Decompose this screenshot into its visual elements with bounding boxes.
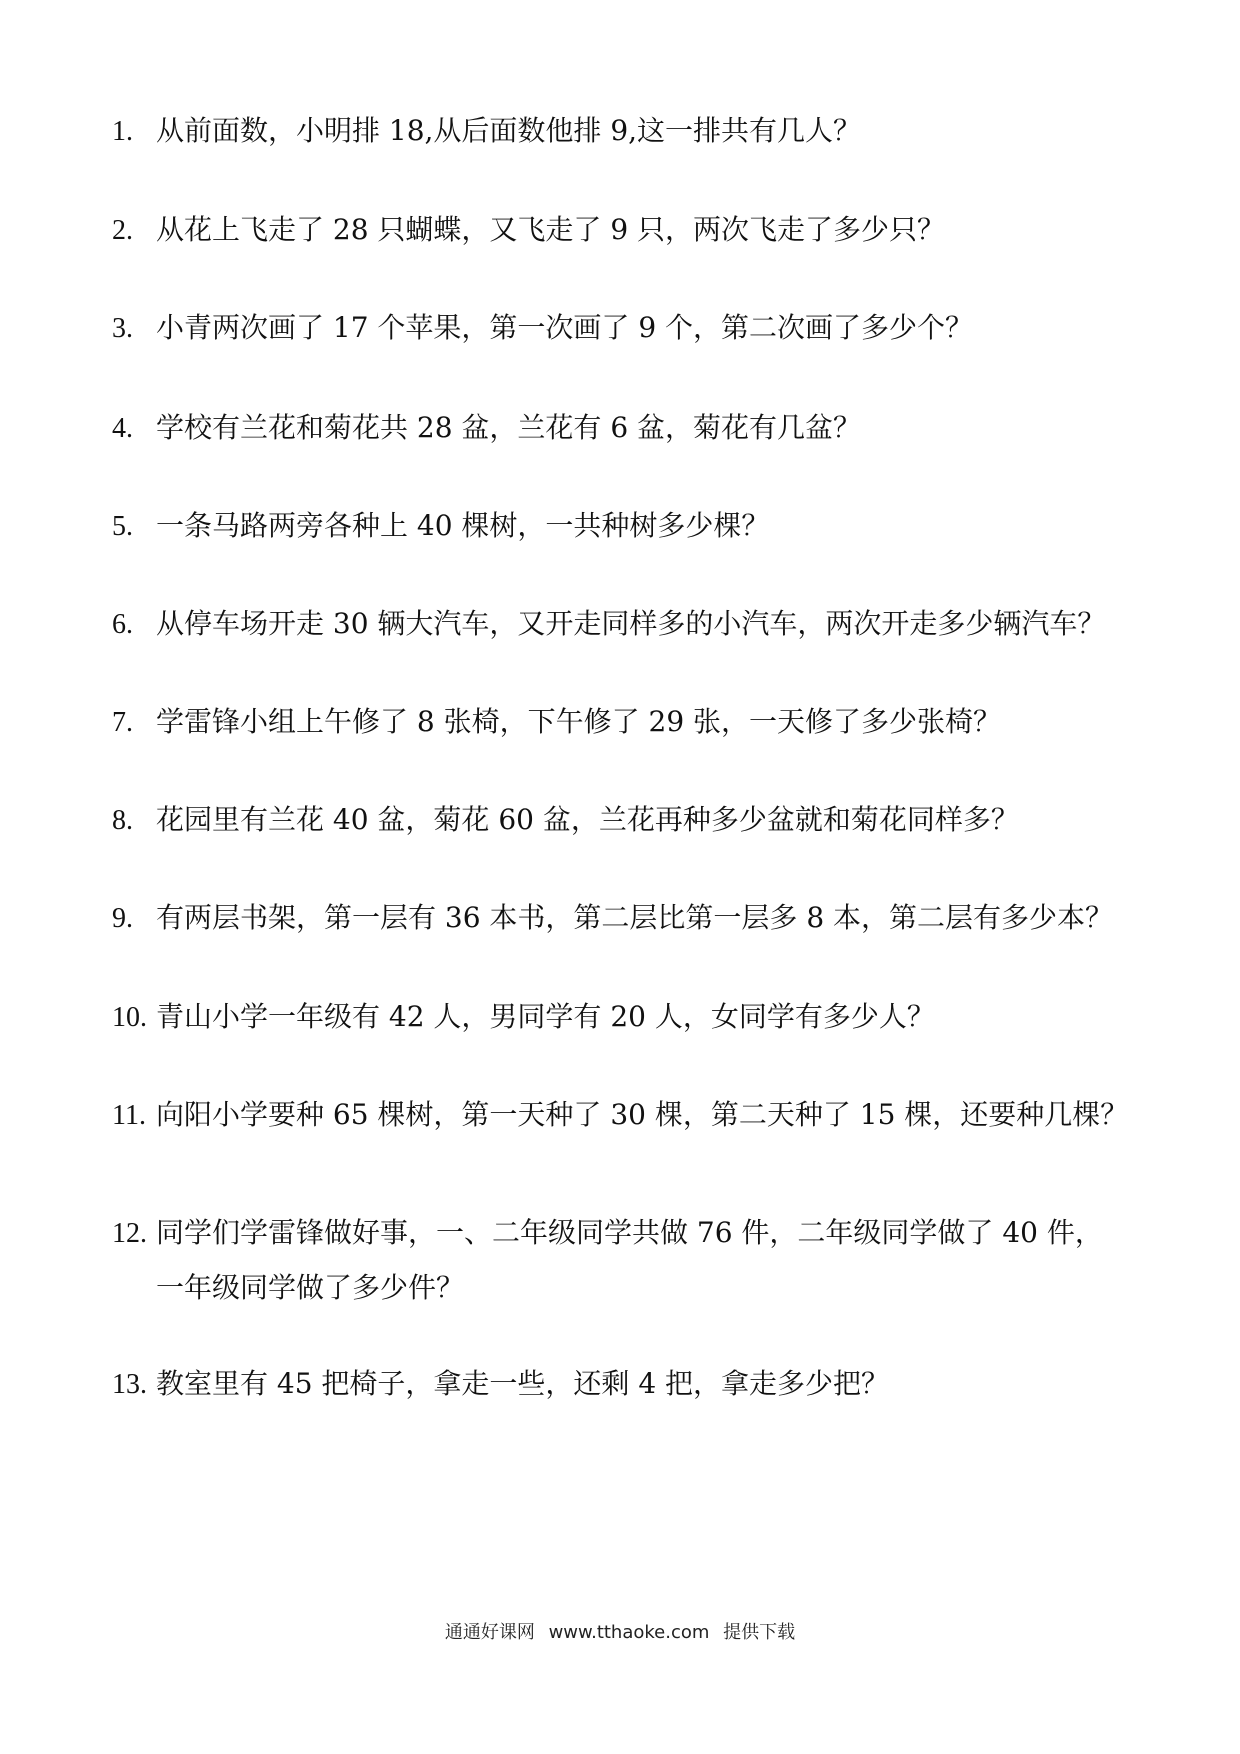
- problem-number: 3.: [112, 313, 133, 344]
- problem-13: [112, 1357, 1152, 1412]
- problem-text: 小青两次画了 17 个苹果，第一次画了 9 个，第二次画了多少个？: [156, 311, 974, 344]
- problem-7: [112, 695, 1152, 750]
- problem-number: 5.: [112, 511, 133, 542]
- problem-text: 学雷锋小组上午修了 8 张椅，下午修了 29 张，一天修了多少张椅？: [156, 705, 1002, 738]
- problem-text: 教室里有 45 把椅子，拿走一些，还剩 4 把，拿走多少把？: [156, 1367, 890, 1400]
- problem-text: 从花上飞走了 28 只蝴蝶，又飞走了 9 只，两次飞走了多少只？: [156, 213, 946, 246]
- problem-text: 花园里有兰花 40 盆，菊花 60 盆，兰花再种多少盆就和菊花同样多？: [156, 803, 1019, 836]
- problem-9: [112, 891, 1152, 946]
- problem-number: 7.: [112, 707, 133, 738]
- problem-6: [112, 597, 1152, 652]
- problem-text: 同学们学雷锋做好事，一、二年级同学共做 76 件，二年级同学做了 40 件，: [156, 1216, 1103, 1249]
- problem-number: 6.: [112, 609, 133, 640]
- footer-site-name: 通通好课网: [444, 1622, 535, 1643]
- problem-number: 9.: [112, 903, 133, 934]
- problem-8: [112, 793, 1152, 848]
- problem-12: [112, 1206, 1152, 1315]
- problem-text: 从停车场开走 30 辆大汽车，又开走同样多的小汽车，两次开走多少辆汽车？: [156, 607, 1106, 640]
- footer-suffix: 提供下载: [723, 1622, 796, 1643]
- problem-number: 1.: [112, 116, 133, 147]
- problem-text: 学校有兰花和菊花共 28 盆，兰花有 6 盆，菊花有几盆？: [156, 411, 862, 444]
- problem-5: [112, 499, 1152, 554]
- problem-text: 有两层书架，第一层有 36 本书，第二层比第一层多 8 本，第二层有多少本？: [156, 901, 1114, 934]
- problem-text: 从前面数，小明排 18,从后面数他排 9,这一排共有几人？: [156, 114, 862, 147]
- problem-3: [112, 301, 1152, 356]
- problem-number: 11.: [112, 1100, 146, 1131]
- problem-number: 10.: [112, 1002, 147, 1033]
- problem-number: 13.: [112, 1369, 147, 1400]
- problem-number: 4.: [112, 413, 133, 444]
- problem-number: 12.: [112, 1218, 147, 1249]
- problem-2: [112, 203, 1152, 258]
- problem-1: [112, 104, 1152, 159]
- problem-10: [112, 990, 1152, 1045]
- problem-text-continued: 一年级同学做了多少件？: [156, 1271, 465, 1304]
- problem-11: [112, 1088, 1152, 1143]
- problem-number: 8.: [112, 805, 133, 836]
- problem-text: 一条马路两旁各种上 40 棵树，一共种树多少棵？: [156, 509, 770, 542]
- footer-url[interactable]: www.tthaoke.com: [548, 1622, 710, 1643]
- problem-text: 向阳小学要种 65 棵树，第一天种了 30 棵，第二天种了 15 棵，还要种几棵？: [156, 1098, 1129, 1131]
- problem-text: 青山小学一年级有 42 人，男同学有 20 人，女同学有多少人？: [156, 1000, 935, 1033]
- problem-4: [112, 401, 1152, 456]
- page-footer: [0, 1618, 1240, 1644]
- problem-number: 2.: [112, 215, 133, 246]
